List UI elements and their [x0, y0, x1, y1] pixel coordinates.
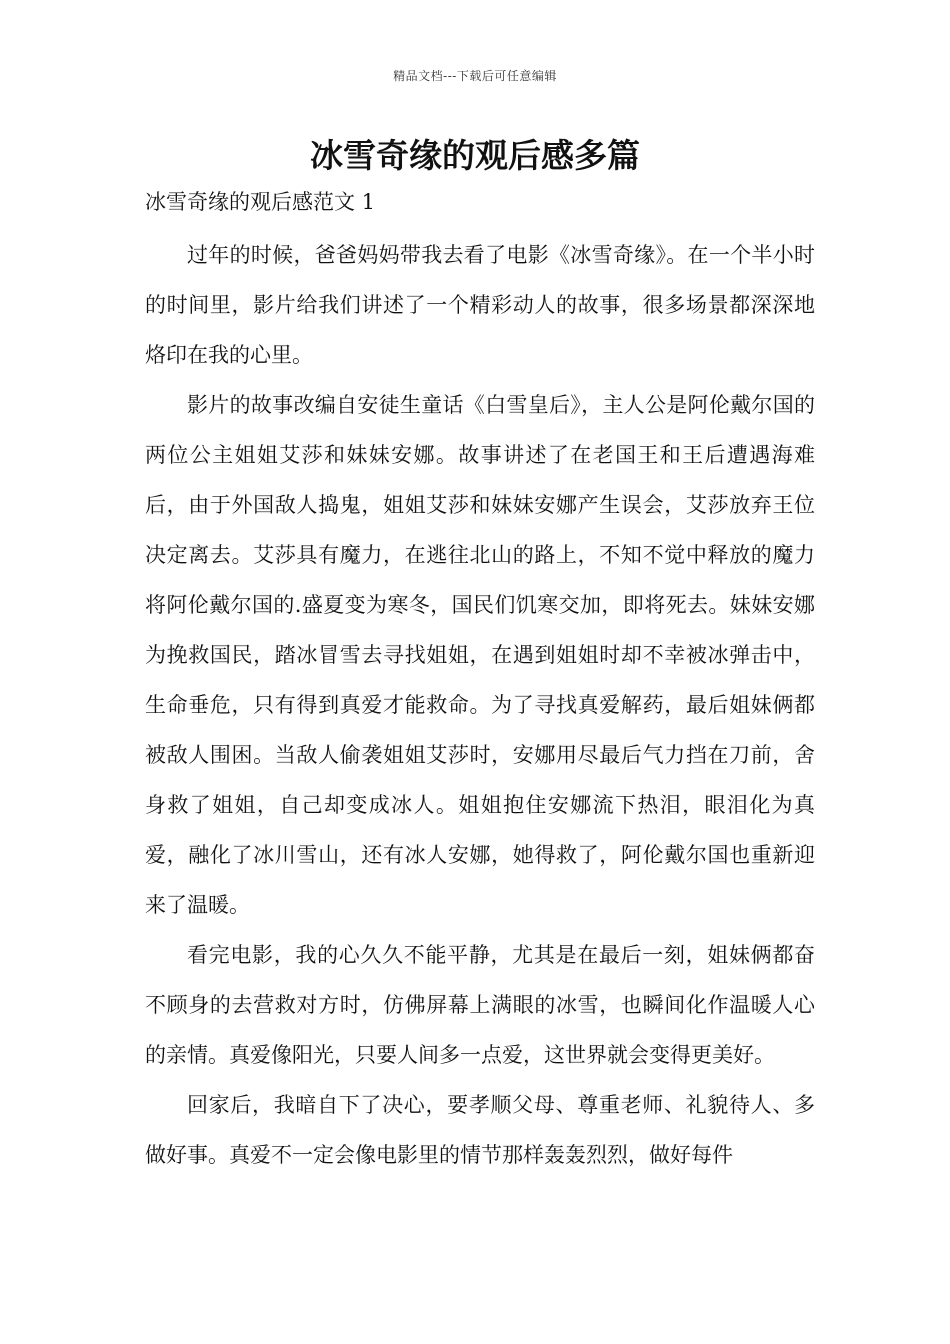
header-note: 精品文档---下载后可任意编辑 [393, 69, 557, 83]
paragraph: 影片的故事改编自安徒生童话《白雪皇后》，主人公是阿伦戴尔国的两位公主姐姐艾莎和妹妹安娜。故事讲述了在老国王和王后遭遇海难后，由于外国敌人捣鬼，姐姐艾莎和妹妹安娜产生误会，艾莎放弃王位决定离去。艾莎具有魔力，在逃往北山的路上，不知不觉中释放的魔力将阿伦戴尔国的.盛夏变为寒冬，国民们饥寒交加，即将死去。妹妹安娜为挽救国民，踏冰冒雪去寻找姐姐，在遇到姐姐时却不幸被冰弹击中，生命垂危，只有得到真爱才能救命。为了寻找真爱解药，最后姐妹俩都被敌人围困。当敌人偷袭姐姐艾莎时，安娜用尽最后气力挡在刀前，舍身救了姐姐，自己却变成冰人。姐姐抱住安娜流下热泪，眼泪化为真爱，融化了冰川雪山，还有冰人安娜，她得救了，阿伦戴尔国也重新迎来了温暖。 [145, 393, 815, 917]
document-title: 冰雪奇缘的观后感多篇 [310, 136, 640, 175]
body-text [145, 230, 815, 1180]
paragraph: 看完电影，我的心久久不能平静，尤其是在最后一刻，姐妹俩都奋不顾身的去营救对方时，仿佛屏幕上满眼的冰雪，也瞬间化作温暖人心的亲情。真爱像阳光，只要人间多一点爱，这世界就会变得更美好。 [145, 943, 815, 1067]
paragraph: 回家后，我暗自下了决心，要孝顺父母、尊重老师、礼貌待人、多做好事。真爱不一定会像电影里的情节那样轰轰烈烈，做好每件 [145, 1093, 815, 1167]
section-heading: 冰雪奇缘的观后感范文 1 [145, 190, 376, 214]
paragraph: 过年的时候，爸爸妈妈带我去看了电影《冰雪奇缘》。在一个半小时的时间里，影片给我们讲述了一个精彩动人的故事，很多场景都深深地烙印在我的心里。 [145, 243, 815, 367]
